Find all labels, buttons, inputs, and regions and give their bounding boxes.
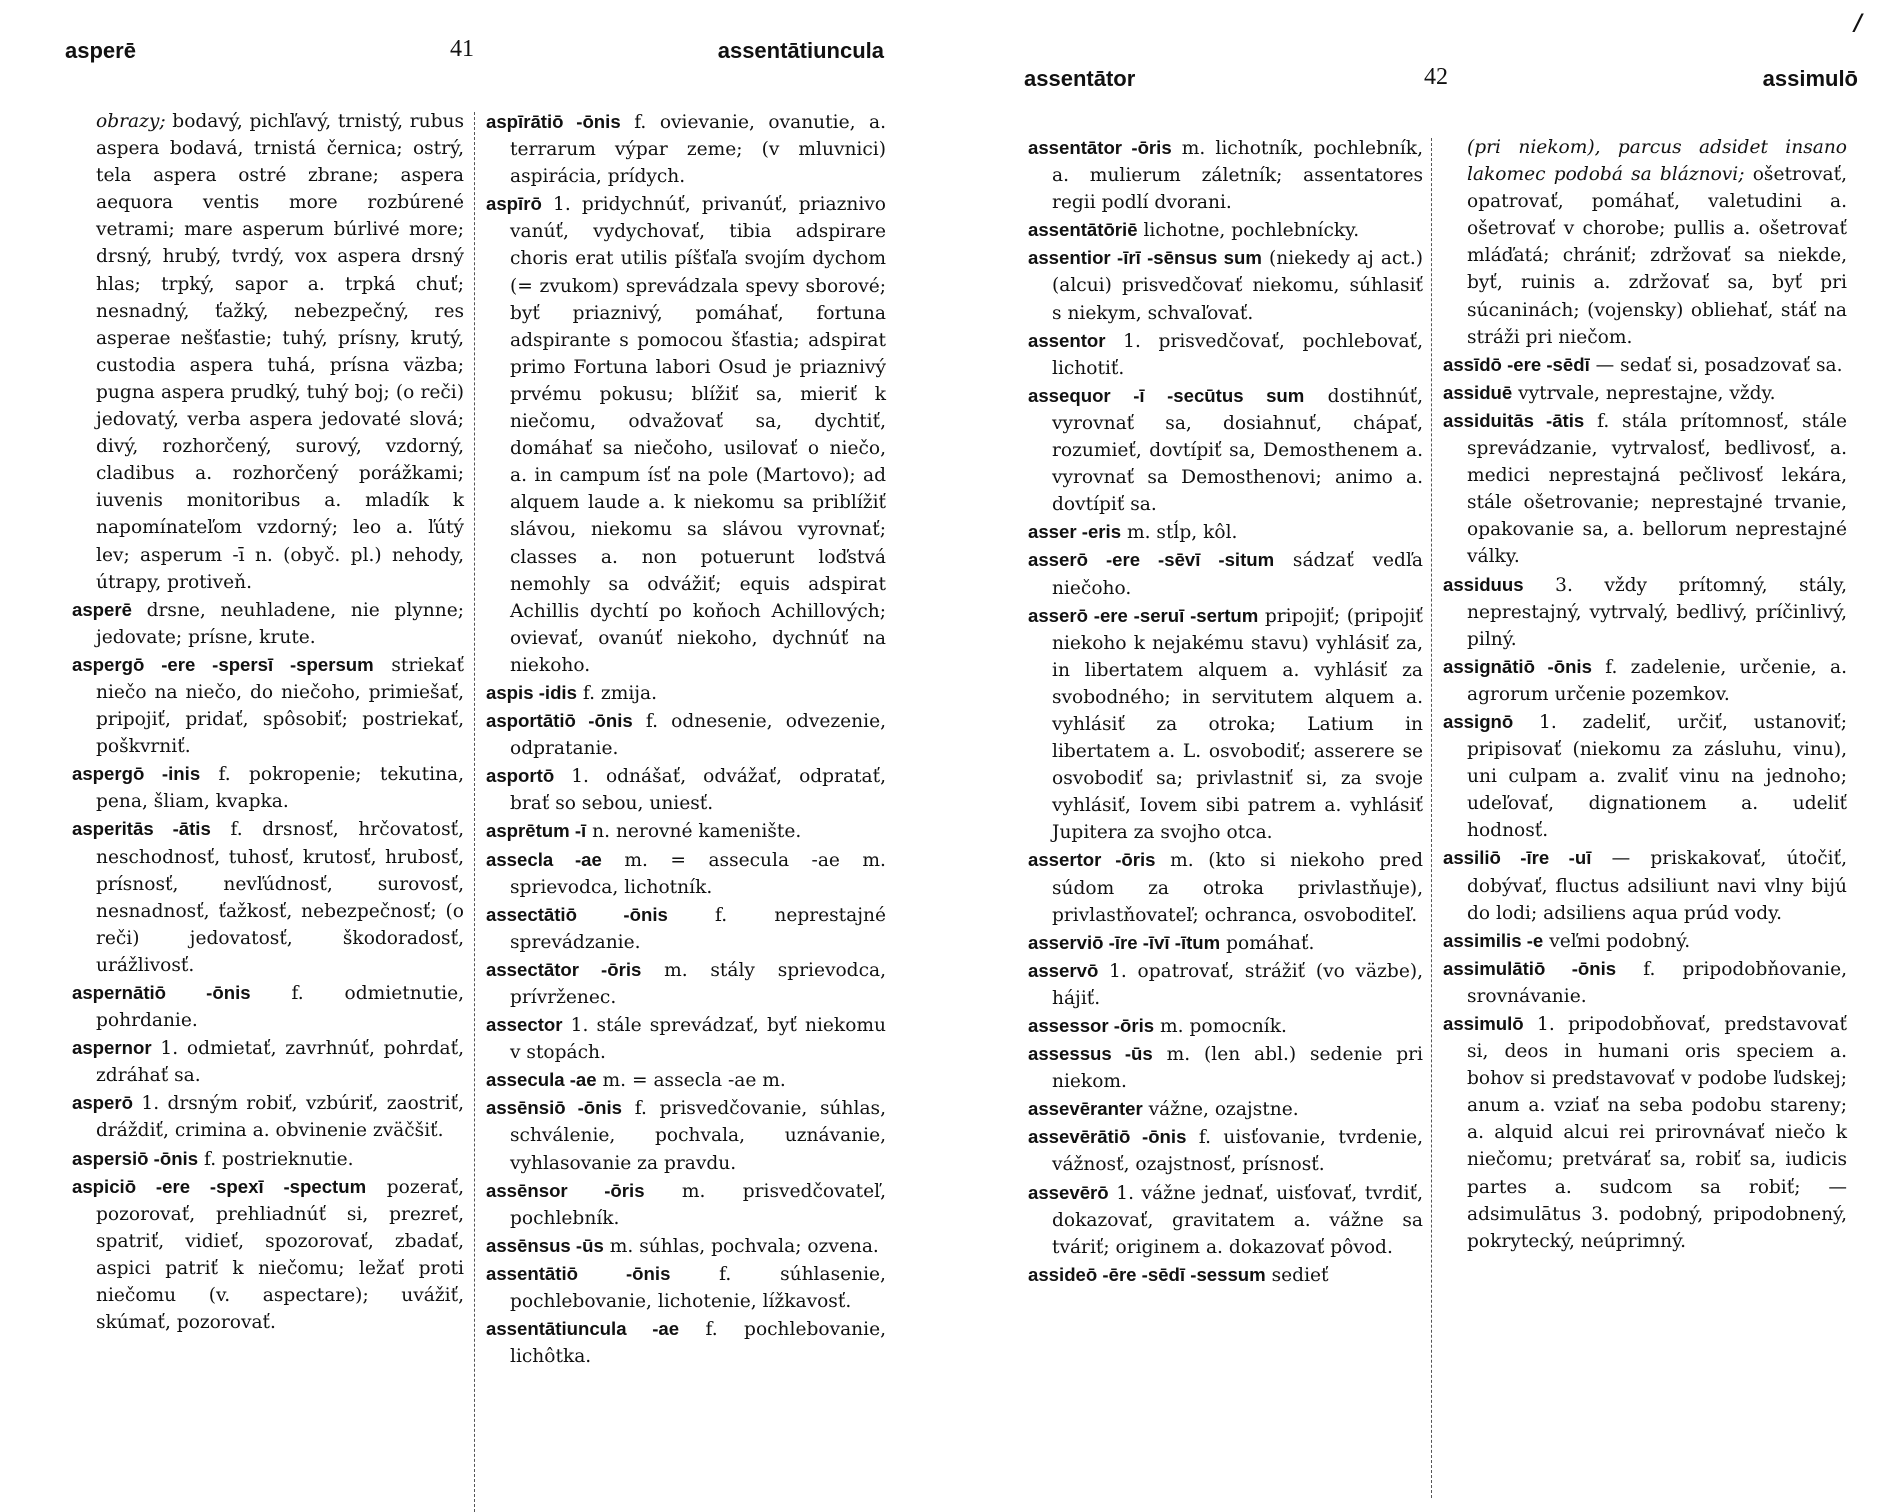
dictionary-entry: [486, 901, 886, 956]
left-page-column-1: [72, 108, 464, 1336]
entry-headword: assectātor -ōris: [486, 958, 642, 980]
entry-headword: aspersiō -ōnis: [72, 1147, 199, 1169]
dictionary-entry: [486, 1177, 886, 1232]
dictionary-entry: [1028, 216, 1423, 244]
dictionary-entry: [1443, 351, 1847, 379]
entry-headword: assiliō -īre -uī: [1443, 847, 1592, 869]
dictionary-entry: [1443, 955, 1847, 1010]
entry-headword: aspīrō: [486, 193, 542, 215]
entry-definition: m. stĺp, kôl.: [1126, 522, 1238, 544]
entry-definition: veľmi podobný.: [1549, 930, 1691, 952]
dictionary-entry: [486, 1232, 886, 1260]
entry-definition: m. súhlas, pochvala; ozvena.: [609, 1235, 879, 1257]
entry-headword: asser -eris: [1028, 521, 1122, 543]
entry-definition: f. zadelenie, určenie, a. agrorum určenie pozemkov.: [1467, 656, 1847, 705]
entry-headword: assimilis -e: [1443, 929, 1544, 951]
entry-headword: assimulō: [1443, 1013, 1524, 1034]
dictionary-entry: [486, 1094, 886, 1176]
entry-definition: drsne, neuhladene, nie plynne; jedovate; prísne, krute.: [96, 599, 464, 648]
entry-definition: f. pochlebovanie, lichôtka.: [510, 1319, 886, 1368]
dictionary-entry: [486, 108, 886, 190]
entry-definition: 1. prisvedčovať, pochlebovať, lichotiť.: [1052, 330, 1423, 379]
entry-headword: aspergō -ere -spersī -spersum: [72, 653, 374, 675]
entry-headword: assēnsiō -ōnis: [486, 1097, 622, 1119]
entry-definition: 1. opatrovať, strážiť (vo väzbe), hájiť.: [1052, 960, 1423, 1009]
entry-definition: (niekedy aj act.) (alcui) prisvedčovať niekomu, súhlasiť s niekym, schvaľovať.: [1052, 248, 1423, 324]
entry-definition: 1. pripodobňovať, predstavovať si, deos in humani oris speciem a. bohov si predstavovať v podobe ľudskej; anum a. vziať na seba podobu stareny; a. alquid alcui rei prirovnávať niečo k niečomu; pretvárať sa, robiť sa, iudicis partes a. sudcom sa robiť; — adsimulātus 3. podobný, pripodobnený, pokrytecký, neúprimný.: [1467, 1014, 1847, 1252]
entry-definition: vytrvale, neprestajne, vždy.: [1518, 382, 1776, 404]
dictionary-entry: [1028, 602, 1423, 847]
entry-definition: f. prisvedčovanie, súhlas, schválenie, pochvala, uznávanie, vyhlasovanie za pravdu.: [510, 1098, 886, 1174]
dictionary-entry: [486, 846, 886, 901]
entry-headword: aspernātiō -ōnis: [72, 982, 251, 1003]
entry-definition: 1. drsným robiť, vzbúriť, zaostriť, dráždiť, crimina a. obvinenie zväčšiť.: [96, 1093, 465, 1142]
dictionary-entry: [486, 1011, 886, 1066]
dictionary-entry: [72, 815, 464, 979]
entry-definition: 1. odmietať, zavrhnúť, pohrdať, zdráhať sa.: [96, 1038, 464, 1087]
dictionary-entry: [72, 651, 464, 760]
dictionary-entry: [486, 956, 886, 1011]
entry-definition: f. postrieknutie.: [203, 1148, 354, 1170]
dictionary-entry: [1028, 957, 1423, 1012]
dictionary-entry: [72, 108, 464, 596]
entry-definition: m. stály sprievodca, prívrženec.: [510, 959, 886, 1008]
entry-definition: m. (kto si niekoho pred súdom za otroka privlastňuje), privlastňovateľ; ochranca, osvoboditeľ.: [1052, 850, 1423, 926]
entry-headword: assessus -ūs: [1028, 1043, 1153, 1065]
right-page-number: 42: [1424, 64, 1448, 90]
entry-headword: assevērātiō -ōnis: [1028, 1126, 1187, 1148]
entry-headword: assēnsor -ōris: [486, 1179, 645, 1201]
entry-headword: assiduē: [1443, 381, 1513, 403]
entry-definition: bodavý, pichľavý, trnistý, rubus aspera bodavá, trnistá černica; ostrý, tela aspera ostré zbrane; aspera aequora ventis more rozbúrené vetrami; mare asperum búrlivé more; drsný, hrubý, tvrdý, vox aspera drsný hlas; trpký, sapor a. trpká chuť; nesnadný, ťažký, nebezpečný, res asperae nešťastie; tuhý, prísny, krutý, custodia aspera tuhá, prísna väzba; pugna aspera prudký, tuhý boj; (o reči) jedovatý, verba aspera jedovaté slová; divý, rozhorčený, surový, vzdorný, cladibus a. rozhorčený porážkami; iuvenis monitoribus a. mladík k napomínateľom vzdorný; leo a. ľútý lev; asperum -ī n. (obyč. pl.) nehody, útrapy, protiveň.: [96, 111, 464, 593]
right-header-guideword-end: assimulō: [1762, 66, 1858, 91]
dictionary-entry: [486, 1315, 886, 1370]
dictionary-entry: [1443, 1010, 1847, 1255]
entry-headword: assentior -īrī -sēnsus sum: [1028, 247, 1262, 269]
dictionary-entry: [72, 1173, 464, 1337]
entry-definition: — sedať si, posadzovať sa.: [1595, 354, 1843, 376]
entry-definition: vážne, ozajstne.: [1148, 1099, 1299, 1121]
entry-headword: assequor -ī -secūtus sum: [1028, 384, 1305, 406]
entry-definition: f. zmija.: [582, 682, 658, 704]
dictionary-entry: [1028, 134, 1423, 216]
dictionary-entry: [1443, 134, 1847, 351]
dictionary-entry: [1028, 1123, 1423, 1178]
entry-definition: m. pomocník.: [1160, 1016, 1287, 1037]
entry-definition: lichotne, pochlebnícky.: [1143, 220, 1360, 242]
dictionary-entry: [486, 1066, 886, 1094]
corner-mark: /: [1853, 10, 1862, 36]
entry-definition: 1. pridychnúť, privanúť, priaznivo vanúť, vydychovať, tibia adspirare choris erat utilis píšťaľa svojím dychom (= zvukom) sprevádzala spevy sborové; byť priaznivý, pomáhať, fortuna adspirante s pomocou šťastia; adspirat primo Fortuna labori Osud je priaznivý prvému pokusu; blížiť sa, mieriť k niečomu, odvažovať sa, dychtiť, domáhať sa niečoho, usilovať o niečo, a. in campum ísť na pole (Martovo); ad alquem laude a. k niekomu sa priblížiť slávou, niekomu sa slávou vyrovnať; classes a. non potuerunt loďstvá nemohly sa odvážiť; equis adspirat Achillis dychtí po koňoch Achillových; ovievať, ovanúť niekoho, dychnúť na niekoho.: [510, 194, 886, 676]
entry-definition: 1. zadeliť, určiť, ustanoviť; pripisovať (niekomu za zásluhu, vinu), uni culpam a. zvaliť vinu na jednoho; udeľovať, dignationem a. udeliť hodnosť.: [1467, 711, 1847, 842]
entry-headword: aspergō -inis: [72, 763, 201, 785]
entry-headword: assiduus: [1443, 573, 1524, 595]
entry-headword: asperē: [72, 598, 132, 620]
entry-definition: m. (len abl.) sedenie pri niekom.: [1052, 1044, 1423, 1093]
left-page: [0, 0, 944, 1500]
dictionary-entry: [1443, 379, 1847, 407]
dictionary-entry: [1028, 1012, 1423, 1040]
dictionary-entry: [1028, 846, 1423, 928]
dictionary-entry: [72, 1145, 464, 1173]
dictionary-entry: [486, 762, 886, 817]
entry-definition: f. odmietnutie, pohrdanie.: [96, 983, 464, 1032]
entry-headword: aspīrātiō -ōnis: [486, 111, 621, 132]
entry-headword: assecula -ae: [486, 1069, 597, 1091]
left-header-guideword-end: assentātiuncula: [717, 38, 884, 63]
entry-headword: assessor -ōris: [1028, 1015, 1155, 1036]
dictionary-entry: [1028, 1261, 1423, 1289]
dictionary-entry: [486, 817, 886, 845]
left-header-guideword: asperē: [65, 38, 136, 63]
entry-headword: assevērō: [1028, 1181, 1109, 1203]
dictionary-entry: [72, 596, 464, 651]
right-page-column-2: [1443, 134, 1847, 1255]
entry-definition: m. = assecula -ae m. sprievodca, lichotník.: [510, 849, 886, 898]
entry-continuation-example: obrazy;: [96, 111, 166, 132]
right-page: [944, 0, 1888, 1500]
entry-headword: asperitās -ātis: [72, 818, 211, 840]
entry-headword: assector: [486, 1014, 563, 1036]
entry-definition: dostihnúť, vyrovnať sa, dosiahnuť, chápať, rozumieť, dovtípiť sa, Demosthenem a. vyrovnať sa Demosthenovi; animo a. dovtípiť sa.: [1052, 385, 1423, 516]
dictionary-entry: [486, 707, 886, 762]
entry-definition: 1. odnášať, odvážať, odpratať, brať so sebou, uniesť.: [510, 766, 886, 815]
entry-definition: striekať niečo na niečo, do niečoho, primiešať, pripojiť, pridať, spôsobiť; postriekať, poškvrniť.: [96, 654, 464, 758]
entry-headword: assentātiō -ōnis: [486, 1262, 671, 1284]
entry-definition: m. prisvedčovateľ, pochlebník.: [510, 1180, 886, 1229]
entry-definition: n. nerovné kamenište.: [592, 821, 802, 843]
entry-headword: asserō -ere -seruī -sertum: [1028, 604, 1259, 626]
entry-headword: assectātiō -ōnis: [486, 903, 668, 925]
entry-headword: assevēranter: [1028, 1098, 1143, 1120]
dictionary-entry: [1443, 571, 1847, 653]
left-page-number: 41: [450, 36, 474, 62]
entry-headword: assiduitās -ātis: [1443, 409, 1585, 431]
entry-definition: f. súhlasenie, pochlebovanie, lichotenie, lížkavosť.: [510, 1263, 886, 1313]
entry-definition: f. neprestajné sprevádzanie.: [510, 904, 886, 953]
entry-headword: assecla -ae: [486, 848, 602, 870]
entry-definition: m. = assecla -ae m.: [602, 1070, 786, 1092]
column-divider: [1431, 138, 1432, 1498]
entry-definition: sedieť: [1271, 1264, 1329, 1286]
entry-definition: pozerať, pozorovať, prehliadnúť si, prezreť, spatriť, vidieť, spozorovať, zbadať, aspici patriť k niečomu; ležať proti niečomu (v. aspectare); uvážiť, skúmať, pozorovať.: [96, 1176, 464, 1334]
entry-headword: assertor -ōris: [1028, 849, 1156, 871]
dictionary-entry: [1028, 518, 1423, 546]
entry-definition: — priskakovať, útočiť, dobývať, fluctus adsiliunt navi vlny bijú do lodi; adsiliens aqua prúd vody.: [1467, 848, 1847, 924]
entry-headword: assentātor -ōris: [1028, 137, 1172, 158]
dictionary-entry: [1028, 929, 1423, 957]
entry-headword: assentātōriē: [1028, 219, 1138, 241]
dictionary-entry: [72, 1089, 464, 1144]
entry-headword: assideō -ēre -sēdī -sessum: [1028, 1263, 1266, 1285]
entry-definition: pripojiť; (pripojiť niekoho k nejakému stavu) vyhlásiť za, in libertatem alquem a. vyhlásiť za svobodného; in servitutem alquem a. vyhlásiť za otroka; Latium in libertatem a. L. osvobodiť; asserere se osvobodiť sa; privlastniť si, za svoje vyhlásiť, Iovem sibi patrem a. vyhlásiť Jupitera za svojho otca.: [1052, 605, 1423, 844]
right-header-guideword: assentātor: [1024, 66, 1136, 91]
entry-definition: f. odnesenie, odvezenie, odpratanie.: [510, 711, 886, 760]
left-page-column-2: [486, 108, 886, 1370]
entry-definition: f. drsnosť, hrčovatosť, neschodnosť, tuhosť, krutosť, hrubosť, prísnosť, nevľúdnosť, surovosť, nesnadnosť, ťažkosť, nebezpečnosť; (o reči) jedovatosť, škodoradosť, urážlivosť.: [96, 819, 465, 976]
dictionary-entry: [1028, 382, 1423, 518]
dictionary-entry: [1028, 1095, 1423, 1123]
entry-definition: f. pokropenie; tekutina, pena, šliam, kvapka.: [96, 764, 464, 813]
dictionary-entry: [72, 1034, 464, 1089]
entry-headword: assēnsus -ūs: [486, 1234, 604, 1256]
entry-headword: asprētum -ī: [486, 820, 587, 842]
dictionary-entry: [1443, 407, 1847, 571]
dictionary-entry: [1443, 708, 1847, 844]
dictionary-entry: [1443, 844, 1847, 926]
dictionary-entry: [1028, 244, 1423, 326]
entry-headword: asportātiō -ōnis: [486, 710, 633, 732]
entry-headword: assignātiō -ōnis: [1443, 655, 1592, 677]
entry-definition: sádzať vedľa niečoho.: [1052, 550, 1423, 599]
right-page-column-1: [1028, 134, 1423, 1289]
entry-headword: aspiciō -ere -spexī -spectum: [72, 1175, 367, 1197]
dictionary-entry: [486, 190, 886, 679]
entry-headword: assignō: [1443, 710, 1514, 732]
dictionary-entry: [1443, 653, 1847, 708]
dictionary-entry: [486, 679, 886, 707]
entry-definition: pomáhať.: [1226, 932, 1315, 954]
dictionary-entry: [1028, 546, 1423, 601]
entry-definition: 1. stále sprevádzať, byť niekomu v stopách.: [510, 1015, 886, 1064]
entry-headword: asportō: [486, 765, 555, 787]
entry-headword: assentor: [1028, 329, 1106, 351]
entry-definition: f. uisťovanie, tvrdenie, vážnosť, ozajstnosť, prísnosť.: [1052, 1127, 1423, 1176]
dictionary-entry: [72, 760, 464, 815]
entry-headword: aspernor: [72, 1037, 152, 1059]
dictionary-entry: [486, 1260, 886, 1315]
entry-headword: asserviō -īre -īvī -ītum: [1028, 931, 1221, 953]
entry-headword: asserō -ere -sēvī -situm: [1028, 549, 1275, 571]
entry-definition: f. ovievanie, ovanutie, a. terrarum výpar zeme; (v mluvnici) aspirácia, prídych.: [510, 112, 886, 188]
dictionary-entry: [1443, 927, 1847, 955]
entry-headword: asperō: [72, 1092, 133, 1114]
entry-definition: 3. vždy prítomný, stály, neprestajný, vytrvalý, bedlivý, príčinlivý, pilný.: [1467, 574, 1847, 650]
dictionary-entry: [1028, 327, 1423, 382]
entry-definition: f. stála prítomnosť, stále sprevádzanie, vytrvalosť, bedlivosť, a. medici neprestajná pečlivosť lekára, stále ošetrovanie; neprestajné trvanie, opakovanie sa, a. bellorum neprestajné války.: [1467, 410, 1848, 568]
entry-definition: m. lichotník, pochlebník, a. mulierum záletník; assentatores regii podlí dvorani.: [1052, 138, 1423, 214]
entry-headword: assentātiuncula -ae: [486, 1318, 680, 1340]
entry-headword: assimulātiō -ōnis: [1443, 957, 1617, 979]
column-divider: [474, 112, 475, 1512]
dictionary-entry: [1028, 1040, 1423, 1095]
entry-definition: ošetrovať, opatrovať, pomáhať, valetudini a. ošetrovať v chorobe; pullis a. ošetrovať mláďatá; chrániť; zdržovať sa niekde, byť, ruinis a. zdržovať sa, byť pri súcaninách; (vojensky) obliehať, stáť na stráži pri niečom.: [1467, 164, 1847, 348]
entry-headword: asservō: [1028, 959, 1099, 981]
entry-definition: f. pripodobňovanie, srovnávanie.: [1467, 958, 1847, 1007]
dictionary-entry: [72, 979, 464, 1034]
dictionary-entry: [1028, 1179, 1423, 1261]
entry-definition: 1. vážne jednať, uisťovať, tvrdiť, dokazovať, gravitatem a. vážne sa tváriť; originem a. dokazovať pôvod.: [1052, 1182, 1423, 1258]
entry-headword: assīdō -ere -sēdī: [1443, 353, 1590, 375]
entry-continuation-example: (pri niekom), parcus adsidet insano lakomec podobá sa bláznovi;: [1467, 137, 1847, 186]
entry-headword: aspis -idis: [486, 681, 577, 703]
